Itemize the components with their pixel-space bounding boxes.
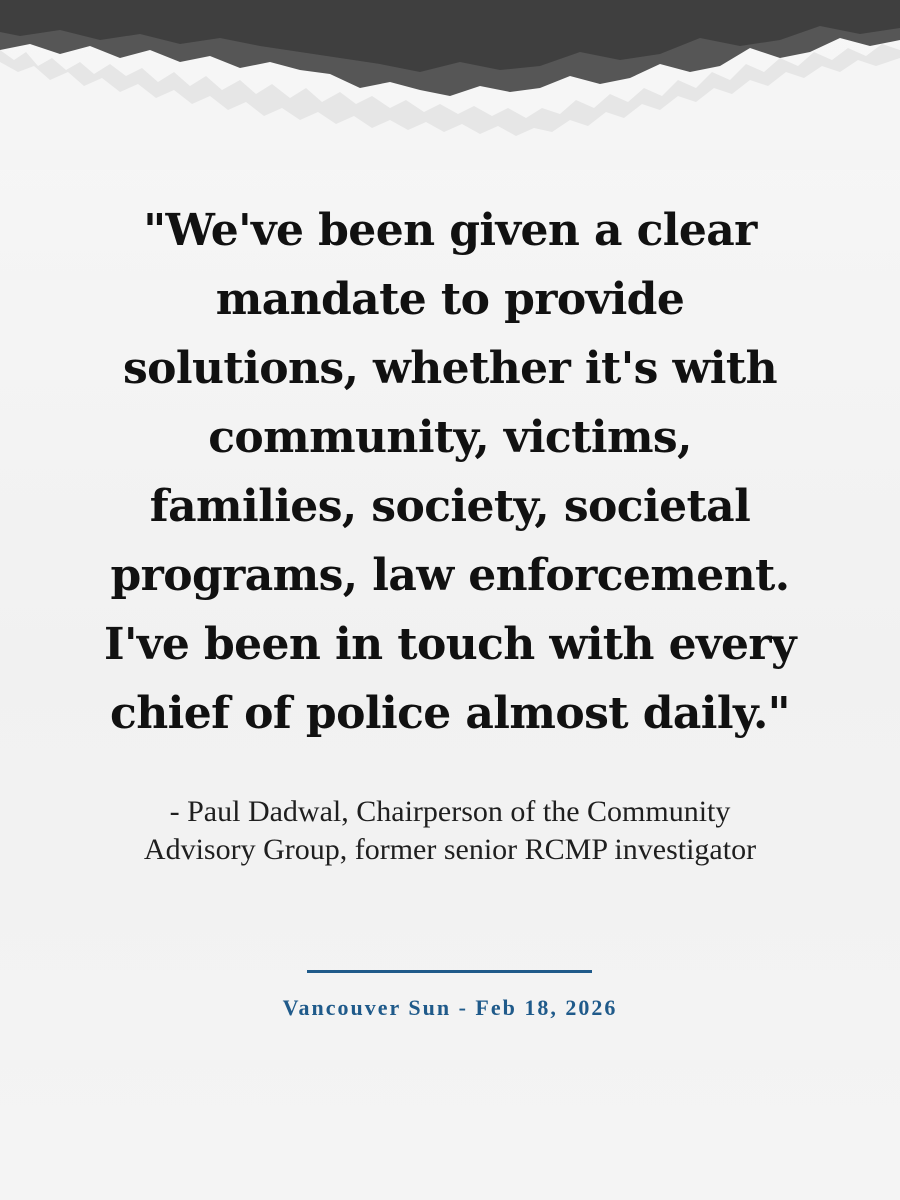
- torn-paper-edge: [0, 0, 900, 170]
- source-credit: Vancouver Sun - Feb 18, 2026: [282, 995, 618, 1020]
- pull-quote: [60, 196, 840, 748]
- quote-line: mandate to provide: [215, 274, 685, 325]
- quote-line: I've been in touch with every: [104, 619, 796, 670]
- quote-line: families, society, societal: [149, 481, 751, 532]
- quote-line: chief of police almost daily.": [110, 688, 790, 739]
- attribution-line: - Paul Dadwal, Chairperson of the Community: [169, 795, 731, 828]
- quote-line: programs, law enforcement.: [110, 550, 790, 601]
- quote-line: solutions, whether it's with: [123, 343, 777, 394]
- quote-attribution: [40, 793, 860, 869]
- source-divider: [307, 970, 592, 973]
- quote-line: "We've been given a clear: [143, 205, 757, 256]
- quote-line: community, victims,: [208, 412, 692, 463]
- attribution-line: Advisory Group, former senior RCMP investigator: [143, 833, 757, 866]
